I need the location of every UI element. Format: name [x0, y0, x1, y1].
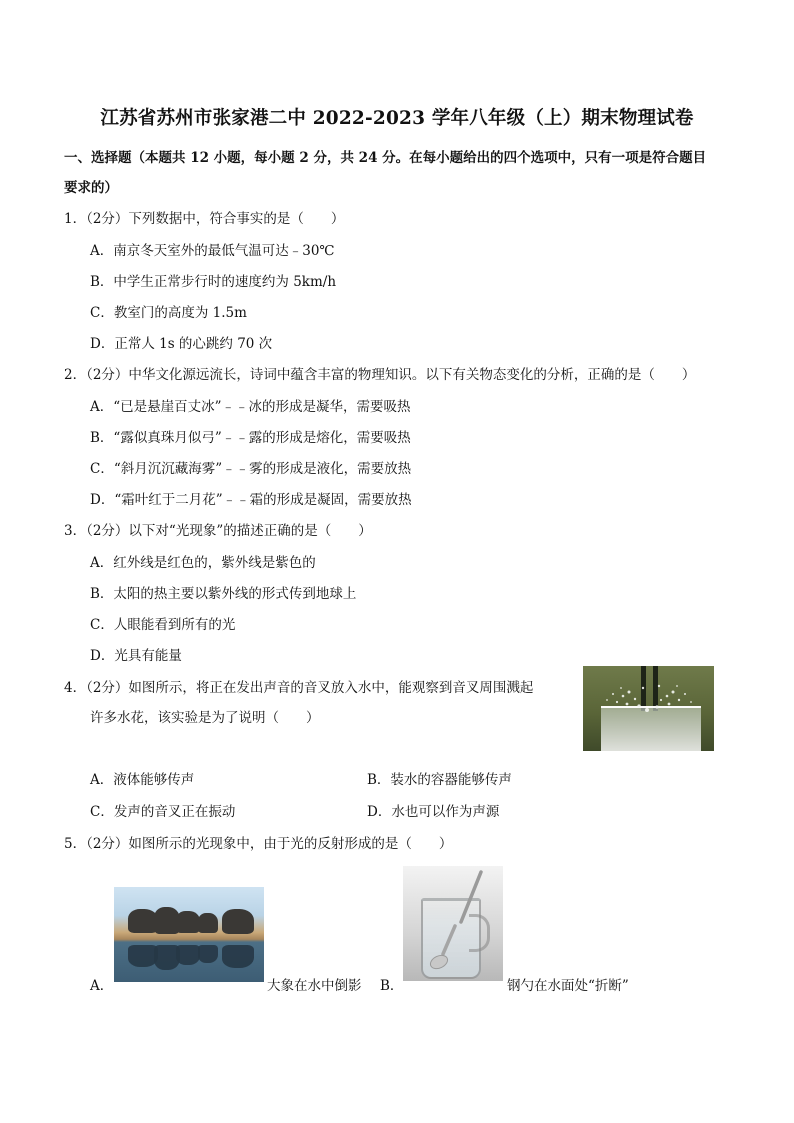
question-2-option-d: D．“霜叶红于二月花”﹣﹣霜的形成是凝固，需要放热 — [90, 492, 412, 508]
elephants-reflection-image — [114, 887, 264, 982]
question-3-option-d: D．光具有能量 — [90, 648, 182, 664]
spoon-in-glass-image — [403, 866, 503, 981]
question-3-option-c: C．人眼能看到所有的光 — [90, 617, 236, 633]
section-heading-line1: 一、选择题（本题共 12 小题，每小题 2 分，共 24 分。在每小题给出的四个选项中，只有一项是符合题目 — [64, 150, 707, 166]
question-1-option-c: C．教室门的高度为 1.5m — [90, 305, 247, 321]
question-3-option-b: B．太阳的热主要以紫外线的形式传到地球上 — [90, 586, 357, 602]
question-2-option-b: B．“露似真珠月似弓”﹣﹣露的形成是熔化，需要吸热 — [90, 430, 411, 446]
question-1-option-b: B．中学生正常步行时的速度约为 5km/h — [90, 274, 337, 290]
question-4-option-d: D．水也可以作为声源 — [367, 804, 500, 820]
exam-title: 江苏省苏州市张家港二中 2022-2023 学年八年级（上）期末物理试卷 — [100, 108, 694, 129]
question-1-option-a: A．南京冬天室外的最低气温可达﹣30℃ — [90, 243, 335, 259]
question-4-stem-line2: 许多水花，该实验是为了说明（ ） — [90, 710, 320, 726]
question-3-stem: 3．（2分）以下对“光现象”的描述正确的是（ ） — [64, 523, 372, 539]
question-5-option-a-caption: 大象在水中倒影 — [267, 978, 362, 994]
question-3-option-a: A．红外线是红色的，紫外线是紫色的 — [90, 555, 316, 571]
spoon-icon — [403, 866, 503, 981]
question-1-stem: 1．（2分）下列数据中，符合事实的是（ ） — [64, 211, 345, 227]
question-4-option-a: A．液体能够传声 — [90, 772, 195, 788]
question-4-option-c: C．发声的音叉正在振动 — [90, 804, 236, 820]
question-2-option-c: C．“斜月沉沉藏海雾”﹣﹣雾的形成是液化，需要放热 — [90, 461, 412, 477]
question-4-stem-line1: 4．（2分）如图所示，将正在发出声音的音叉放入水中，能观察到音叉周围溅起 — [64, 680, 534, 696]
water-splash-icon — [583, 666, 714, 751]
question-5-option-b-letter: B． — [380, 978, 404, 994]
question-4-option-b: B．装水的容器能够传声 — [367, 772, 512, 788]
question-5-option-b-caption: 钢勺在水面处“折断” — [507, 978, 629, 994]
question-5-option-a-letter: A． — [90, 978, 114, 994]
question-5-stem: 5．（2分）如图所示的光现象中，由于光的反射形成的是（ ） — [64, 836, 453, 852]
section-heading-line2: 要求的） — [64, 180, 118, 196]
question-1-option-d: D．正常人 1s 的心跳约 70 次 — [90, 336, 273, 352]
question-2-option-a: A．“已是悬崖百丈冰”﹣﹣冰的形成是凝华，需要吸热 — [90, 399, 411, 415]
question-2-stem: 2．（2分）中华文化源远流长，诗词中蕴含丰富的物理知识。以下有关物态变化的分析，正确的是（ ） — [64, 367, 696, 383]
tuning-fork-in-water-image — [583, 666, 714, 751]
